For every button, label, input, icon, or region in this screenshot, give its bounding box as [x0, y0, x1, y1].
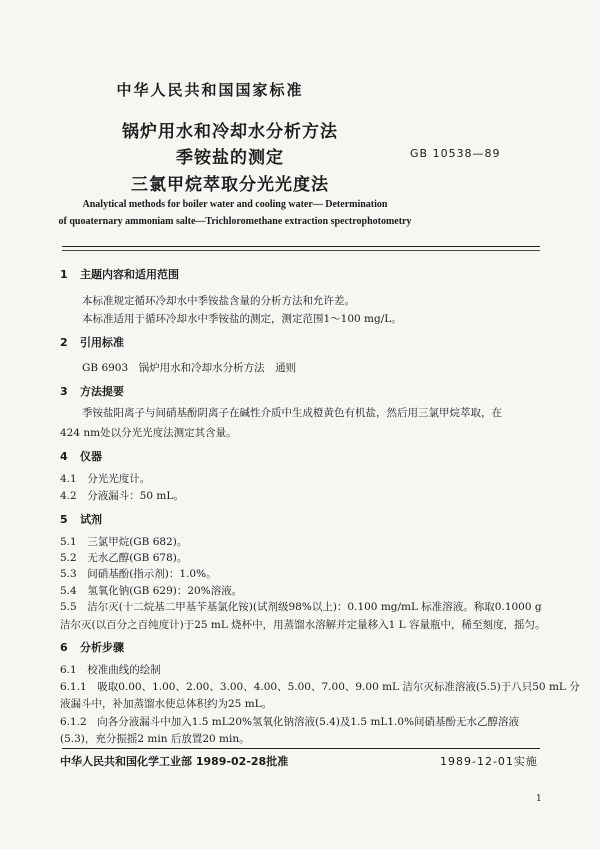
paragraph: 本标准规定循环冷却水中季铵盐含量的分析方法和允许差。 — [82, 295, 355, 307]
section-1-heading — [60, 266, 179, 282]
section-number: 5 — [60, 513, 68, 526]
section-number: 3 — [60, 385, 68, 398]
list-item-continued: 洁尔灭(以百分之百纯度计)于25 mL 烧杯中，用蒸馏水溶解并定量移入1 L 容量瓶中，稀至刻度，摇匀。 — [60, 619, 546, 631]
section-6-heading — [60, 639, 124, 655]
english-title-line-2: of quoaternary ammoniam salte—Trichloromethane extraction spectrophotometry — [58, 216, 412, 227]
effective-date: 1989-12-01实施 — [440, 755, 538, 768]
list-item-continued: 液漏斗中，补加蒸馏水使总体积约为25 mL。 — [60, 698, 273, 710]
section-title: 主题内容和适用范围 — [80, 268, 179, 281]
section-3-heading — [60, 383, 124, 399]
section-title: 引用标准 — [80, 336, 124, 349]
section-number: 6 — [60, 641, 68, 654]
list-item: 6.1.2 向各分液漏斗中加入1.5 mL20%氢氧化钠溶液(5.4)及1.5 mL1.0%间硝基酚无水乙醇溶液 — [60, 716, 520, 728]
title-line-3: 三氯甲烷萃取分光光度法 — [131, 175, 329, 195]
section-2-heading — [60, 334, 124, 350]
list-item: 5.2 无水乙醇(GB 678)。 — [60, 552, 188, 564]
list-item: 4.2 分液漏斗：50 mL。 — [60, 490, 184, 502]
section-4-heading — [60, 448, 102, 464]
header-divider — [62, 246, 540, 247]
page-number: 1 — [536, 794, 542, 804]
subsection-heading: 6.1 校准曲线的绘制 — [60, 664, 161, 676]
footer-divider — [62, 748, 540, 749]
paragraph: 424 nm处以分光光度法测定其含量。 — [60, 427, 237, 439]
paragraph: 季铵盐阳离子与间硝基酚阴离子在碱性介质中生成橙黄色有机盐，然后用三氯甲烷萃取，在 — [82, 407, 502, 419]
list-item: 4.1 分光光度计。 — [60, 473, 151, 485]
section-title: 方法提要 — [80, 385, 124, 398]
list-item-continued: (5.3)，充分振摇2 min 后放置20 min。 — [60, 733, 250, 745]
header-divider-thin — [62, 250, 540, 251]
referenced-standard: GB 6903 锅炉用水和冷却水分析方法 通则 — [82, 362, 297, 374]
issuing-org-header: 中华人民共和国国家标准 — [116, 81, 304, 99]
english-title-line-1: Analytical methods for boiler water and cooling water— Determination — [82, 199, 388, 210]
title-line-2: 季铵盐的测定 — [176, 148, 284, 168]
section-5-heading — [60, 511, 102, 527]
list-item: 6.1.1 吸取0.00、1.00、2.00、3.00、4.00、5.00、7.00、9.00 mL 洁尔灭标准溶液(5.5)于八只50 mL 分 — [60, 681, 580, 693]
list-item: 5.1 三氯甲烷(GB 682)。 — [60, 536, 188, 548]
approval-date: 中华人民共和国化学工业部 1989-02-28批准 — [60, 755, 289, 768]
section-number: 1 — [60, 268, 68, 281]
title-line-1: 锅炉用水和冷却水分析方法 — [122, 122, 338, 142]
list-item: 5.4 氢氧化钠(GB 629)：20%溶液。 — [60, 585, 243, 597]
section-title: 分析步骤 — [80, 641, 124, 654]
standard-code: GB 10538—89 — [410, 147, 501, 160]
section-number: 4 — [60, 450, 68, 463]
section-title: 仪器 — [80, 450, 102, 463]
paragraph: 本标准适用于循环冷却水中季铵盐的测定，测定范围1～100 mg/L。 — [82, 313, 402, 325]
section-title: 试剂 — [80, 513, 102, 526]
list-item: 5.5 洁尔灭(十二烷基二甲基苄基氯化铵)(试剂级98%以上)：0.100 mg/mL 标准溶液。称取0.1000 g — [60, 601, 542, 613]
section-number: 2 — [60, 336, 68, 349]
list-item: 5.3 间硝基酚(指示剂)：1.0%。 — [60, 568, 217, 580]
